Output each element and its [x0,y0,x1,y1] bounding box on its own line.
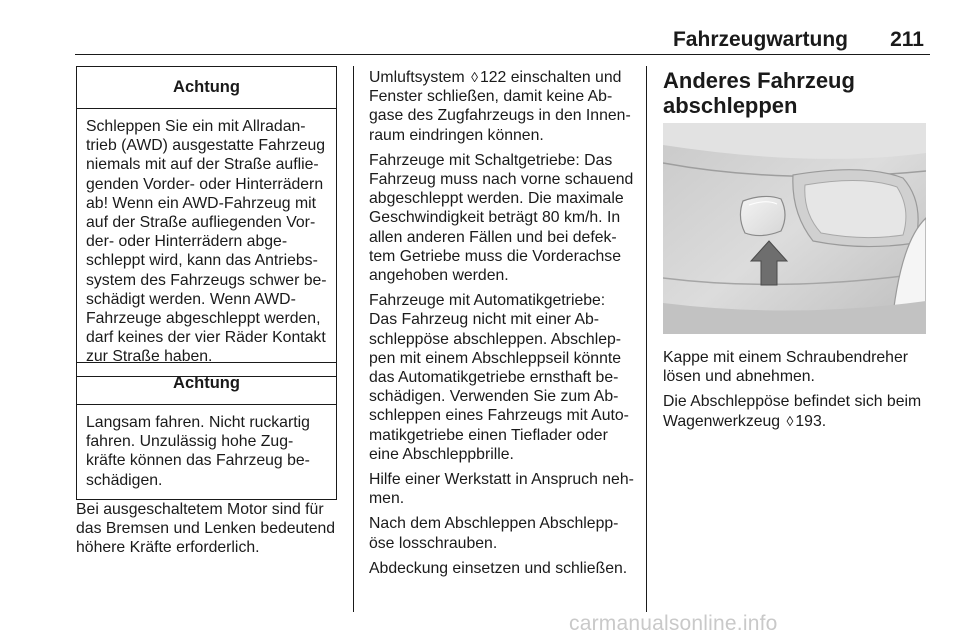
cross-reference-icon: ◊ [786,412,794,429]
column-3-text [663,348,933,437]
section-title: Fahrzeugwartung [672,28,848,51]
warning-text: Langsam fahren. Nicht ruckartig fahren. Unzulässig hohe Zugkräfte können das Fahrzeug beschädigen. [86,414,310,489]
paragraph-manual-transmission: Fahrzeuge mit Schaltgetriebe: Das Fahrzeug muss nach vorne schauend abgeschleppt werden. Die maximale Geschwindigkeit beträgt 80 km/h. In allen anderen Fällen und bei defektem Getriebe muss die Vorderachse angehoben werden. [369,151,634,285]
paragraph-brakes: Bei ausgeschaltetem Motor sind für das Bremsen und Lenken bedeutend höhere Kräfte erforderlich. [76,501,336,557]
paragraph-tow-eye-location: Die Abschleppöse befindet sich beim Wagenwerkzeug ◊ 193. [663,393,922,430]
paragraph-close-cover: Abdeckung einsetzen und schließen. [369,559,628,577]
column-divider-1 [353,66,354,612]
page-number: 211 [890,28,924,51]
cross-reference-icon: ◊ [471,69,478,85]
paragraph-automatic-transmission: Fahrzeuge mit Automatikgetriebe: Das Fahrzeug nicht mit einer Abschleppöse abschleppen. Abschleppen mit einem Abschleppseil könnte das Automatikgetriebe ernsthaft beschädigen. Verwenden Sie zum Abschleppen eines Fahrzeugs mit Automatikgetriebe einen Tieflader oder eine Abschleppbrille. [369,292,629,463]
warning-box-awd [76,66,337,377]
page-reference-link[interactable]: 193 [795,412,822,430]
watermark: carmanualsonline.info [569,612,778,635]
warning-text: Schleppen Sie ein mit Allradantrieb (AWD) ausgestatte Fahrzeug niemals mit auf der Straße aufliegenden Vorder- oder Hinterrädern ab! Wenn ein AWD-Fahrzeug mit auf der Straße aufliegenden Vorder- oder Hinterrädern abgeschleppt wird, kann das Antriebssystem des Fahrzeugs schwer beschädigt werden. Wenn AWD-Fahrzeuge abgeschleppt werden, darf keines der vier Räder Kontakt zur Straße haben. [86,118,327,366]
bumper-tow-cover-illustration-icon [663,123,926,334]
header-rule [75,54,930,55]
paragraph-workshop: Hilfe einer Werkstatt in Anspruch nehmen. [369,471,634,508]
page-reference-link[interactable]: 122 [479,69,507,86]
warning-title: Achtung [77,67,336,109]
column-1-text [76,500,341,564]
warning-box-driving [76,362,337,500]
paragraph-remove-cap: Kappe mit einem Schraubendreher lösen und abnehmen. [663,349,908,386]
paragraph-unscrew: Nach dem Abschleppen Abschleppöse losschrauben. [369,515,619,552]
page-header [0,28,960,60]
column-divider-2 [646,66,647,612]
section-heading: Anderes Fahrzeug abschleppen [663,68,855,118]
column-2-text [369,68,635,584]
paragraph-recirculation: Umluftsystem ◊ 122 einschalten und Fenster schließen, damit keine Abgase des Zugfahrzeugs in den Innenraum eindringen können. [369,69,631,144]
warning-title: Achtung [77,363,336,405]
